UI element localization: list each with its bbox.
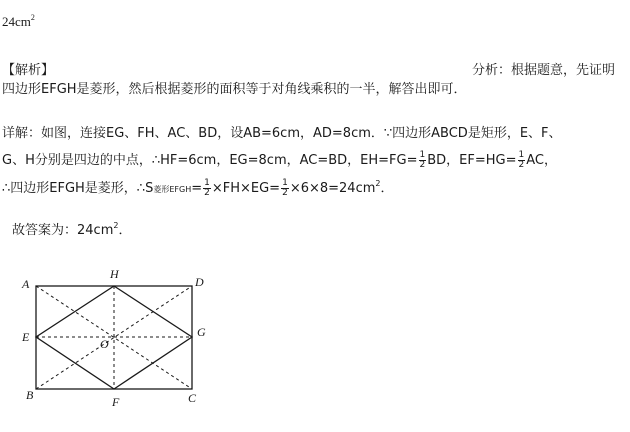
final-answer-end: ． [118, 223, 132, 238]
analysis-label: 【解析】 [2, 63, 55, 78]
detail-line2-c: AC， [526, 153, 557, 168]
final-answer-text: 故答案为：24cm [12, 223, 114, 238]
label-g: G [197, 325, 206, 339]
frac-den: 2 [204, 188, 210, 198]
analysis-head: 分析：根据题意，先证明 [472, 63, 616, 78]
detail-line3-sup: 2 [375, 179, 381, 188]
top-answer [2, 14, 35, 30]
final-answer [12, 223, 131, 239]
label-a: A [22, 277, 30, 291]
label-d: D [195, 275, 204, 289]
frac-num: 1 [204, 178, 210, 188]
frac-den: 2 [282, 188, 288, 198]
detail-line2-a: G、H分别是四边的中点，∴HF=6cm，EG=8cm，AC=BD，EH=FG= [2, 153, 418, 168]
label-e: E [22, 330, 30, 344]
detail-line3-a: ∴四边形EFGH是菱形，∴S [2, 181, 154, 196]
top-answer-value: 24cm [2, 14, 31, 29]
half-fraction-3 [203, 179, 211, 198]
detail-line3-b: = [191, 181, 203, 196]
detail-line1: 详解：如图，连接EG、FH、AC、BD，设AB=6cm，AD=8cm．∵四边形ABCD是矩形，E、F、 [2, 126, 562, 141]
frac-den: 2 [419, 160, 426, 170]
frac-den: 2 [518, 160, 525, 170]
geometry-figure [0, 262, 230, 412]
half-fraction-2 [518, 151, 526, 170]
label-h: H [110, 267, 119, 281]
half-fraction-4 [281, 179, 289, 198]
top-answer-sup: 2 [30, 13, 35, 22]
detail-line3 [2, 179, 394, 198]
detail-line2 [2, 151, 557, 170]
frac-num: 1 [518, 150, 525, 160]
label-f: F [112, 395, 120, 409]
frac-num: 1 [419, 150, 426, 160]
detail-line3-c: ×FH×EG= [211, 181, 281, 196]
frac-num: 1 [282, 178, 288, 188]
half-fraction-1 [419, 151, 427, 170]
label-b: B [26, 388, 34, 402]
final-answer-sup: 2 [113, 221, 119, 230]
detail-line3-end: ． [380, 181, 394, 196]
detail-line3-d: ×6×8=24cm [289, 181, 376, 196]
detail-line3-sub: 菱形EFGH [153, 185, 192, 194]
label-c: C [188, 391, 197, 405]
detail-line2-b: BD，EF=HG= [427, 153, 517, 168]
analysis-line2: 四边形EFGH是菱形，然后根据菱形的面积等于对角线乘积的一半，解答出即可． [2, 82, 467, 97]
label-o: O [100, 337, 109, 351]
